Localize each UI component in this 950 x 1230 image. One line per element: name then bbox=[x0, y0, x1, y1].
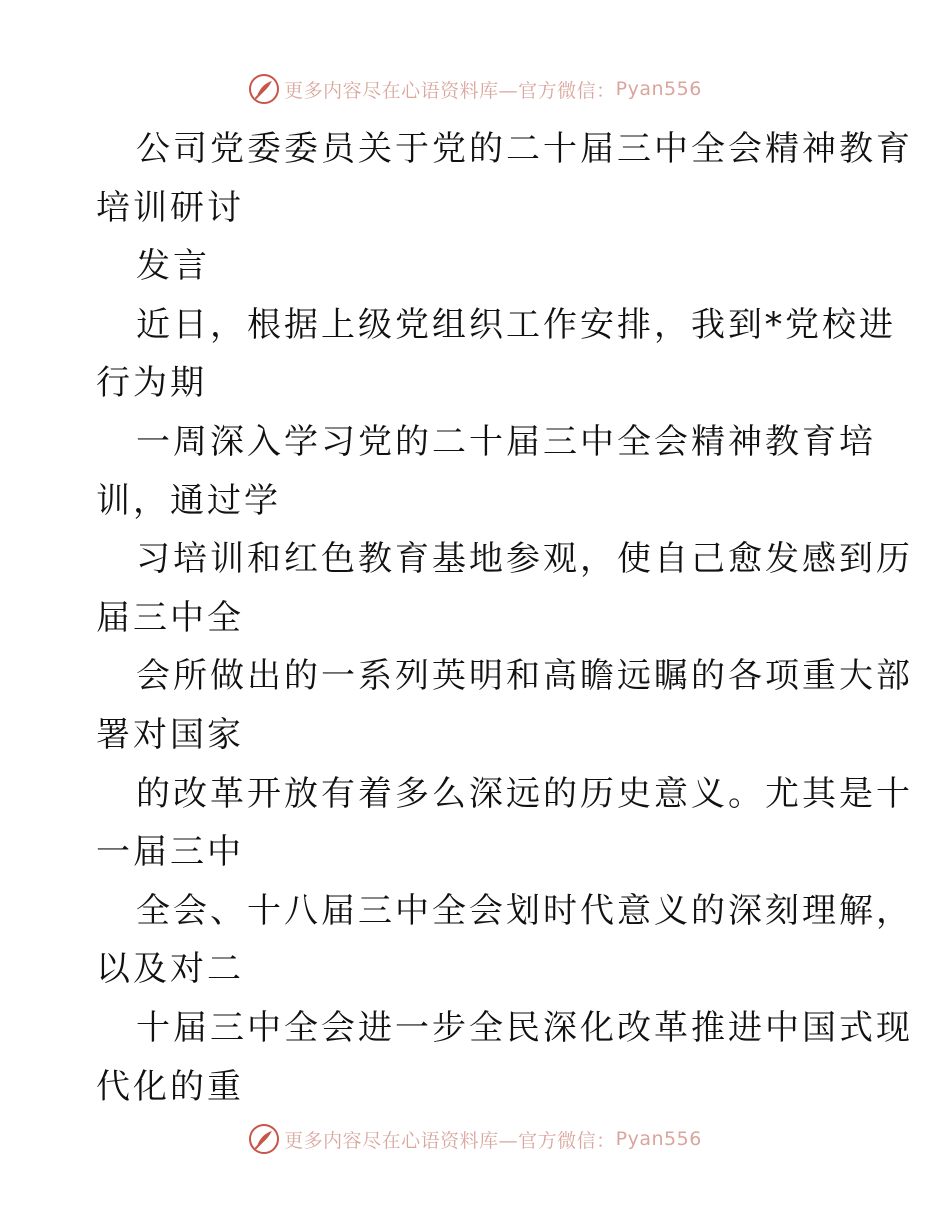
text-line: 近日，根据上级党组织工作安排，我到*党校进 bbox=[136, 304, 896, 345]
feather-pen-logo-icon bbox=[248, 1123, 280, 1155]
document-body bbox=[96, 120, 913, 1116]
watermark-handle: Pyan556 bbox=[615, 78, 702, 100]
text-line: 一周深入学习党的二十届三中全会精神教育培 bbox=[136, 421, 876, 462]
text-line: 署对国家 bbox=[96, 714, 244, 755]
text-line: 习培训和红色教育基地参观，使自己愈发感到历 bbox=[136, 539, 913, 580]
watermark-text: 更多内容尽在心语资料库—官方微信： bbox=[284, 79, 616, 102]
text-line: 届三中全 bbox=[96, 597, 244, 638]
text-line: 一届三中 bbox=[96, 832, 244, 873]
text-line: 代化的重 bbox=[96, 1066, 244, 1107]
watermark-handle: Pyan556 bbox=[615, 1128, 702, 1150]
text-line: 发言 bbox=[136, 246, 210, 287]
text-line: 公司党委委员关于党的二十届三中全会精神教育 bbox=[136, 129, 913, 169]
text-line: 会所做出的一系列英明和高瞻远瞩的各项重大部 bbox=[136, 656, 913, 697]
text-line: 十届三中全会进一步全民深化改革推进中国式现 bbox=[136, 1007, 913, 1048]
text-line: 以及对二 bbox=[96, 949, 244, 990]
text-line: 行为期 bbox=[96, 363, 207, 404]
text-line: 训，通过学 bbox=[96, 480, 281, 521]
feather-pen-logo-icon bbox=[248, 73, 280, 105]
text-line: 培训研讨 bbox=[96, 187, 244, 228]
footer-watermark bbox=[0, 1122, 950, 1156]
text-line: 全会、十八届三中全会划时代意义的深刻理解， bbox=[136, 890, 913, 931]
header-watermark bbox=[0, 72, 950, 106]
text-line: 的改革开放有着多么深远的历史意义。尤其是十 bbox=[136, 773, 913, 814]
watermark-text: 更多内容尽在心语资料库—官方微信： bbox=[284, 1129, 616, 1152]
